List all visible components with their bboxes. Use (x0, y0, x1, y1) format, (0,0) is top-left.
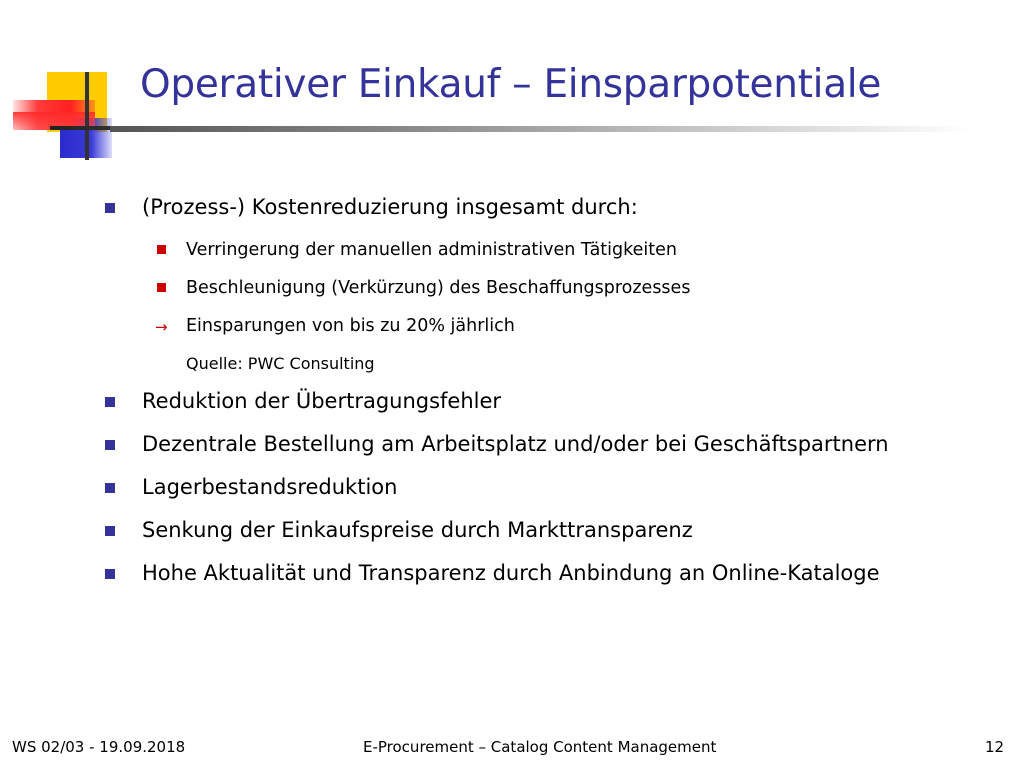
bullet-point (100, 558, 1000, 601)
square-bullet-icon (105, 483, 115, 493)
footer-semester-date: WS 02/03 - 19.09.2018 (12, 738, 186, 756)
slide-content (100, 192, 1000, 601)
sub-bullet-point (100, 311, 1000, 349)
bullet-text: Hohe Aktualität und Transparenz durch Anbindung an Online-Kataloge (142, 561, 880, 585)
bullet-point (100, 515, 1000, 558)
bullet-point (100, 429, 1000, 472)
slide-title: Operativer Einkauf – Einsparpotentiale (140, 62, 882, 107)
bullet-text: Senkung der Einkaufspreise durch Markttransparenz (142, 518, 693, 542)
bullet-point (100, 472, 1000, 515)
square-bullet-icon (105, 569, 115, 579)
bullet-text: Dezentrale Bestellung am Arbeitsplatz und/oder bei Geschäftspartnern (142, 432, 889, 456)
bullet-text: (Prozess-) Kostenreduzierung insgesamt durch: (142, 195, 638, 219)
square-bullet-icon (157, 245, 166, 254)
sub-bullet-text: Einsparungen von bis zu 20% jährlich (186, 316, 515, 336)
square-bullet-icon (105, 397, 115, 407)
sub-bullet-point (100, 235, 1000, 273)
sub-bullet-text: Verringerung der manuellen administrativen Tätigkeiten (186, 240, 677, 260)
slide-number: 12 (985, 738, 1005, 756)
square-bullet-icon (105, 526, 115, 536)
footer-course-title: E-Procurement – Catalog Content Management (363, 738, 717, 756)
sub-bullet-text: Beschleunigung (Verkürzung) des Beschaffungsprozesses (186, 278, 691, 298)
square-bullet-icon (157, 283, 166, 292)
sub-bullet-point (100, 273, 1000, 311)
bullet-point (100, 386, 1000, 429)
bullet-point (100, 192, 1000, 235)
bullet-text: Lagerbestandsreduktion (142, 475, 398, 499)
bullet-text: Reduktion der Übertragungsfehler (142, 389, 502, 413)
source-note: Quelle: PWC Consulting (186, 354, 375, 373)
square-bullet-icon (105, 440, 115, 450)
square-bullet-icon (105, 203, 115, 213)
arrow-right-icon: → (155, 318, 168, 336)
logo-vertical-line (85, 72, 89, 160)
title-underline (110, 126, 970, 132)
